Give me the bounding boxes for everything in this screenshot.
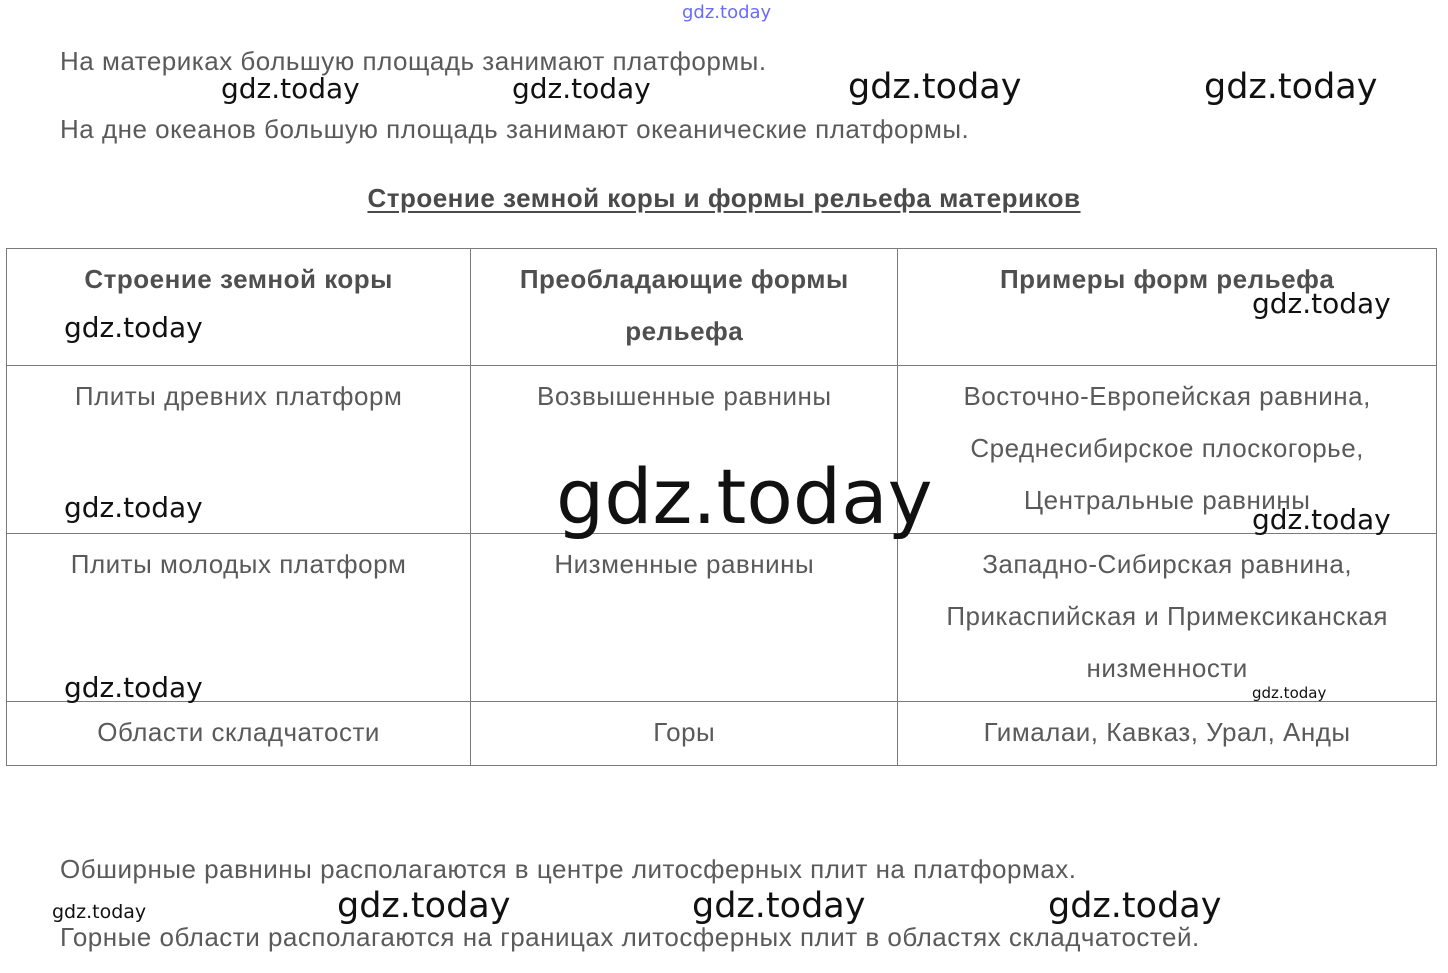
watermark: gdz.today bbox=[1252, 287, 1391, 320]
table-cell: Области складчатости bbox=[7, 702, 471, 766]
table-cell: Западно-Сибирская равнина, Прикаспийская и Примексиканская низменности bbox=[898, 534, 1437, 702]
paragraph-ocean-floor: На дне океанов большую площадь занимают океанические платформы. bbox=[60, 114, 970, 144]
watermark-top: gdz.today bbox=[682, 2, 772, 23]
table-cell: Горы bbox=[471, 702, 898, 766]
watermark: gdz.today bbox=[64, 491, 203, 524]
column-header-relief-examples: Примеры форм рельефа bbox=[898, 249, 1437, 366]
watermark: gdz.today bbox=[221, 72, 360, 105]
watermark: gdz.today bbox=[337, 886, 511, 926]
table-cell: Плиты молодых платформ bbox=[7, 534, 471, 702]
watermark-small: gdz.today bbox=[52, 901, 147, 923]
table-header-row bbox=[7, 249, 1437, 366]
table-cell: Низменные равнины bbox=[471, 534, 898, 702]
watermark-small: gdz.today bbox=[1252, 684, 1327, 702]
watermark: gdz.today bbox=[512, 72, 651, 105]
watermark: gdz.today bbox=[64, 671, 203, 704]
watermark: gdz.today bbox=[1048, 886, 1222, 926]
table-row bbox=[7, 702, 1437, 766]
watermark: gdz.today bbox=[1252, 503, 1391, 536]
watermark: gdz.today bbox=[692, 886, 866, 926]
watermark-large: gdz.today bbox=[556, 452, 933, 541]
watermark: gdz.today bbox=[1204, 67, 1378, 107]
table-title: Строение земной коры и формы рельефа материков bbox=[367, 183, 1081, 213]
table-cell: Возвышенные равнины bbox=[471, 366, 898, 534]
paragraph-continents-platforms: На материках большую площадь занимают платформы. bbox=[60, 46, 767, 76]
watermark: gdz.today bbox=[64, 311, 203, 344]
paragraph-mountains: Горные области располагаются на границах литосферных плит в областях складчатостей. bbox=[60, 922, 1200, 952]
table-cell: Гималаи, Кавказ, Урал, Анды bbox=[898, 702, 1437, 766]
table-cell: Восточно-Европейская равнина, Среднесибирское плоскогорье, Центральные равнины bbox=[898, 366, 1437, 534]
column-header-crust-structure: Строение земной коры bbox=[7, 249, 471, 366]
table-cell: Плиты древних платформ bbox=[7, 366, 471, 534]
watermark: gdz.today bbox=[848, 67, 1022, 107]
table-row bbox=[7, 534, 1437, 702]
paragraph-plains: Обширные равнины располагаются в центре литосферных плит на платформах. bbox=[60, 854, 1077, 884]
column-header-relief-forms: Преобладающие формы рельефа bbox=[471, 249, 898, 366]
